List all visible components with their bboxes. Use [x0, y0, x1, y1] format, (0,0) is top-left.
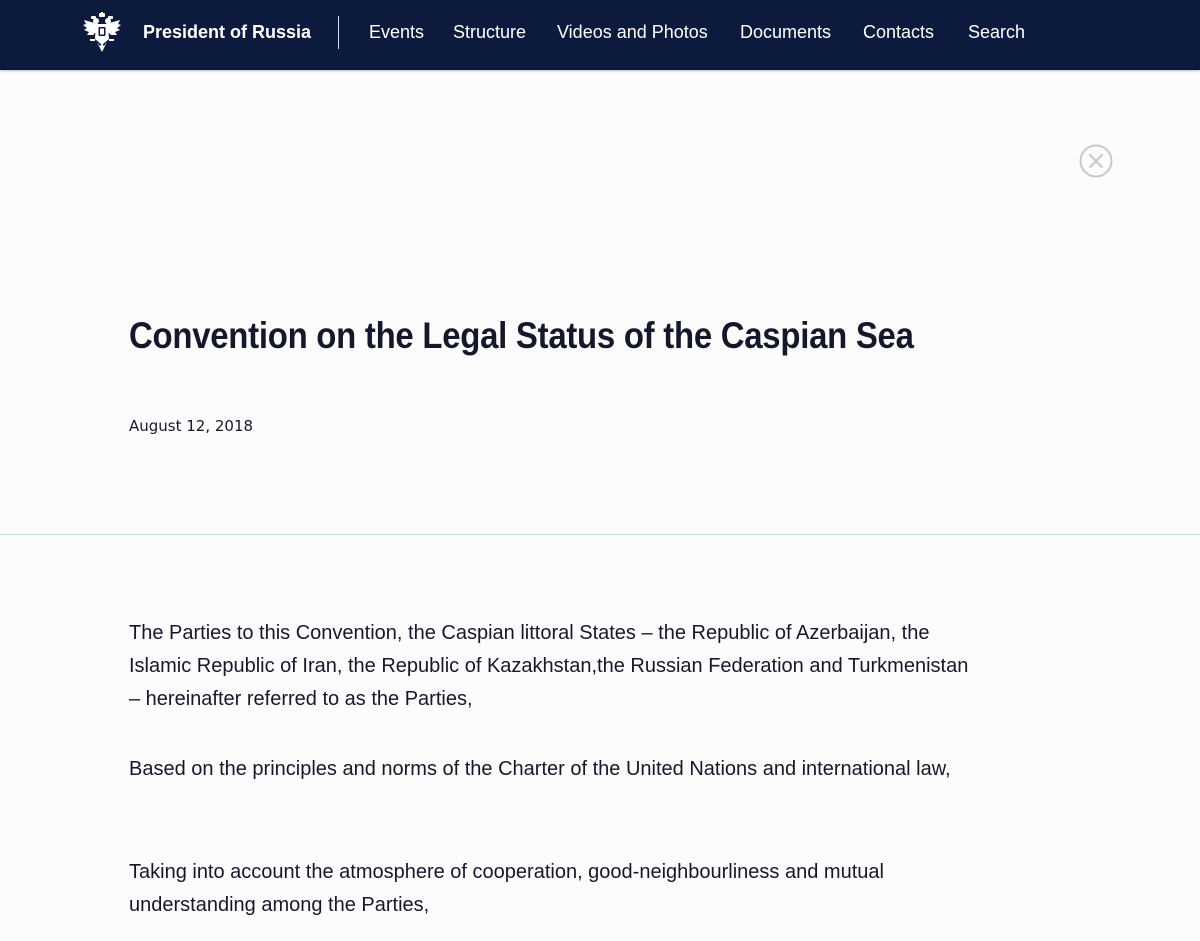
- document-date: August 12, 2018: [129, 417, 254, 435]
- nav-contacts[interactable]: Contacts: [863, 22, 935, 42]
- paragraph-cooperation: Taking into account the atmosphere of cooperation, good-neighbourliness and mutual understanding among the Parties,: [129, 861, 884, 916]
- nav-search[interactable]: Search: [968, 22, 1026, 42]
- emblem-logo-icon[interactable]: [82, 12, 122, 54]
- header-divider: [338, 16, 339, 49]
- close-icon[interactable]: [1079, 144, 1113, 178]
- nav-structure[interactable]: Structure: [453, 22, 527, 42]
- site-title[interactable]: President of Russia: [143, 22, 312, 42]
- paragraph-principles: Based on the principles and norms of the Charter of the United Nations and international law,: [129, 758, 951, 780]
- paragraph-parties: The Parties to this Convention, the Caspian littoral States – the Republic of Azerbaijan, the Islamic Republic of Iran, the Republic of Kazakhstan,the Russian Federation and Turkmenistan – hereinafter referred to as the Parties,: [129, 622, 969, 710]
- top-navigation-bar: [0, 0, 1200, 70]
- nav-events[interactable]: Events: [369, 22, 425, 42]
- section-divider: [0, 534, 1200, 535]
- document-title: Convention on the Legal Status of the Caspian Sea: [129, 315, 914, 356]
- nav-documents[interactable]: Documents: [740, 22, 832, 42]
- nav-videos-and-photos[interactable]: Videos and Photos: [557, 22, 708, 42]
